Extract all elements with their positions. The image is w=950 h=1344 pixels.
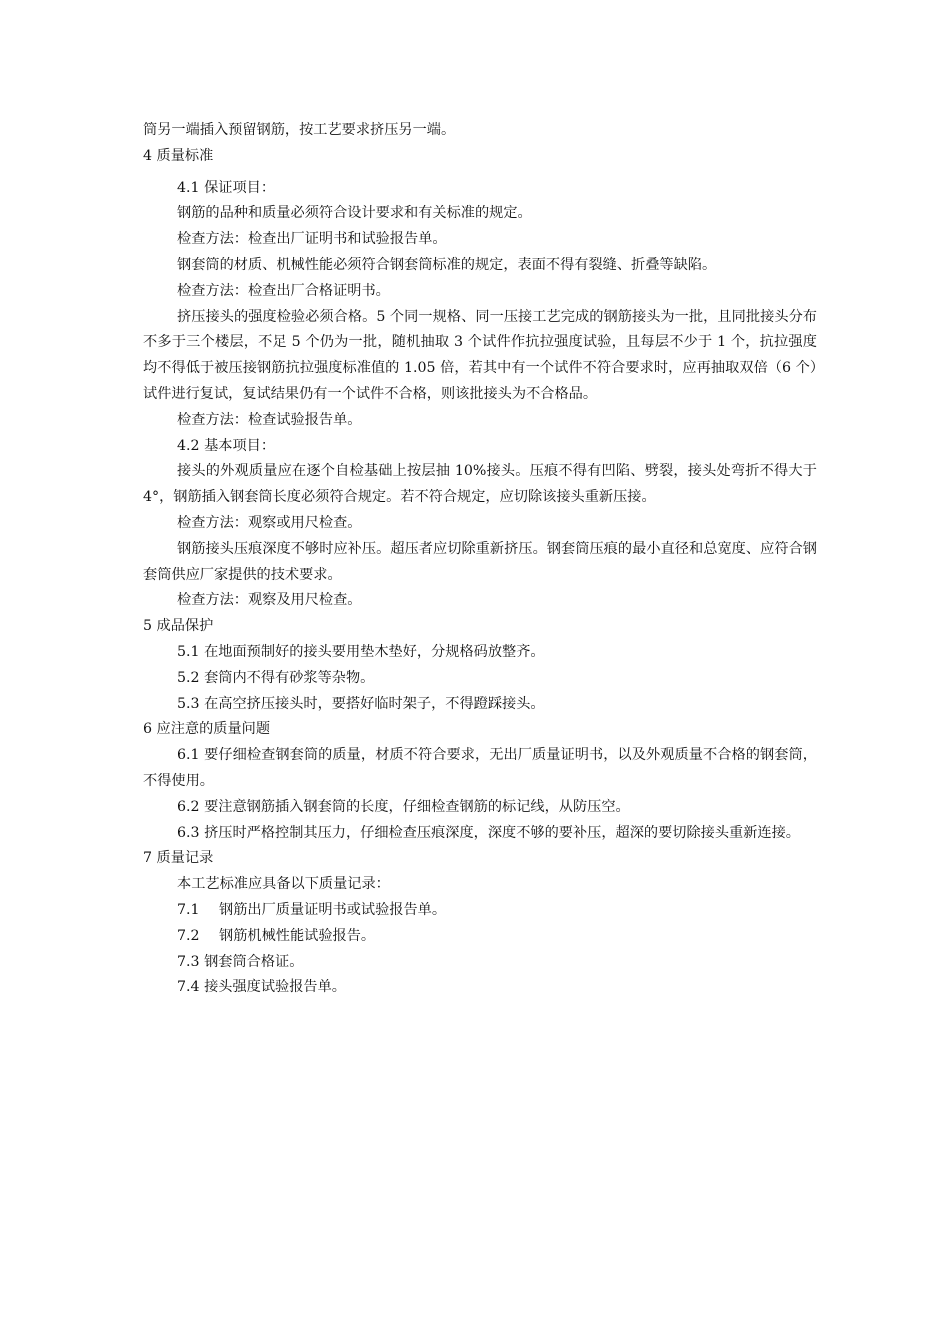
document-body: [143, 118, 817, 1001]
section-heading-4: 4 质量标准: [143, 147, 214, 164]
section-heading-7: 7 质量记录: [143, 850, 214, 867]
list-item: 7.4 接头强度试验报告单。: [177, 979, 346, 996]
list-item: 5.1 在地面预制好的接头要用垫木垫好，分规格码放整齐。: [177, 643, 545, 660]
inspection-method: 检查方法：观察或用尺检查。: [177, 514, 362, 531]
list-item: 5.2 套筒内不得有砂浆等杂物。: [177, 669, 375, 686]
inspection-method: 检查方法：观察及用尺检查。: [177, 592, 362, 609]
continued-text: 筒另一端插入预留钢筋，按工艺要求挤压另一端。: [143, 122, 456, 138]
list-item: 7.3 钢套筒合格证。: [177, 953, 304, 970]
list-item-paragraph: 6.1 要仔细检查钢套筒的质量，材质不符合要求，无出厂质量证明书，以及外观质量不合格的钢套筒，不得使用。: [143, 747, 817, 789]
list-item: 6.2 要注意钢筋插入钢套筒的长度，仔细检查钢筋的标记线，从防压空。: [177, 798, 630, 815]
list-text: 钢筋机械性能试验报告。: [219, 927, 376, 944]
list-item: [143, 898, 817, 924]
section-heading-6: 6 应注意的质量问题: [143, 721, 271, 738]
list-number: 7.2: [177, 927, 200, 944]
paragraph-strength-test: 挤压接头的强度检验必须合格。5 个同一规格、同一压接工艺完成的钢筋接头为一批，且同批接头分布不多于三个楼层，不足 5 个仍为一批，随机抽取 3 个试件作抗拉强度试验，且每层不少于 1 个，抗拉强度均不得低于被压接钢筋抗拉强度标准值的 1.05 倍，若其中有一个试件不符合要求时，应再抽取双倍（6 个）试件进行复试，复试结果仍有一个试件不合格，则该批接头为不合格品。: [143, 308, 817, 402]
inspection-method: 检查方法：检查出厂合格证明书。: [177, 282, 390, 299]
subsection-heading-4-2: 4.2 基本项目：: [177, 437, 276, 454]
paragraph-indentation-depth: 钢筋接头压痕深度不够时应补压。超压者应切除重新挤压。钢套筒压痕的最小直径和总宽度、应符合钢套筒供应厂家提供的技术要求。: [143, 540, 817, 583]
list-item: 5.3 在高空挤压接头时，要搭好临时架子，不得蹬踩接头。: [177, 695, 545, 712]
text-line: 钢套筒的材质、机械性能必须符合钢套筒标准的规定，表面不得有裂缝、折叠等缺陷。: [177, 256, 717, 273]
paragraph-appearance-quality: 接头的外观质量应在逐个自检基础上按层抽 10%接头。压痕不得有凹陷、劈裂，接头处弯折不得大于 4°，钢筋插入钢套筒长度必须符合规定。若不符合规定，应切除该接头重新压接。: [143, 463, 817, 506]
list-item-paragraph: 6.3 挤压时严格控制其压力，仔细检查压痕深度，深度不够的要补压，超深的要切除接头重新连接。: [177, 824, 800, 841]
inspection-method: 检查方法：检查出厂证明书和试验报告单。: [177, 231, 447, 248]
subsection-heading-4-1: 4.1 保证项目：: [177, 179, 276, 196]
inspection-method: 检查方法：检查试验报告单。: [177, 411, 362, 428]
section-heading-5: 5 成品保护: [143, 618, 214, 635]
list-item: [143, 924, 817, 950]
list-number: 7.1: [177, 901, 200, 918]
list-text: 钢筋出厂质量证明书或试验报告单。: [219, 901, 447, 918]
text-line: 本工艺标准应具备以下质量记录：: [177, 876, 390, 893]
text-line: 钢筋的品种和质量必须符合设计要求和有关标准的规定。: [177, 205, 532, 222]
